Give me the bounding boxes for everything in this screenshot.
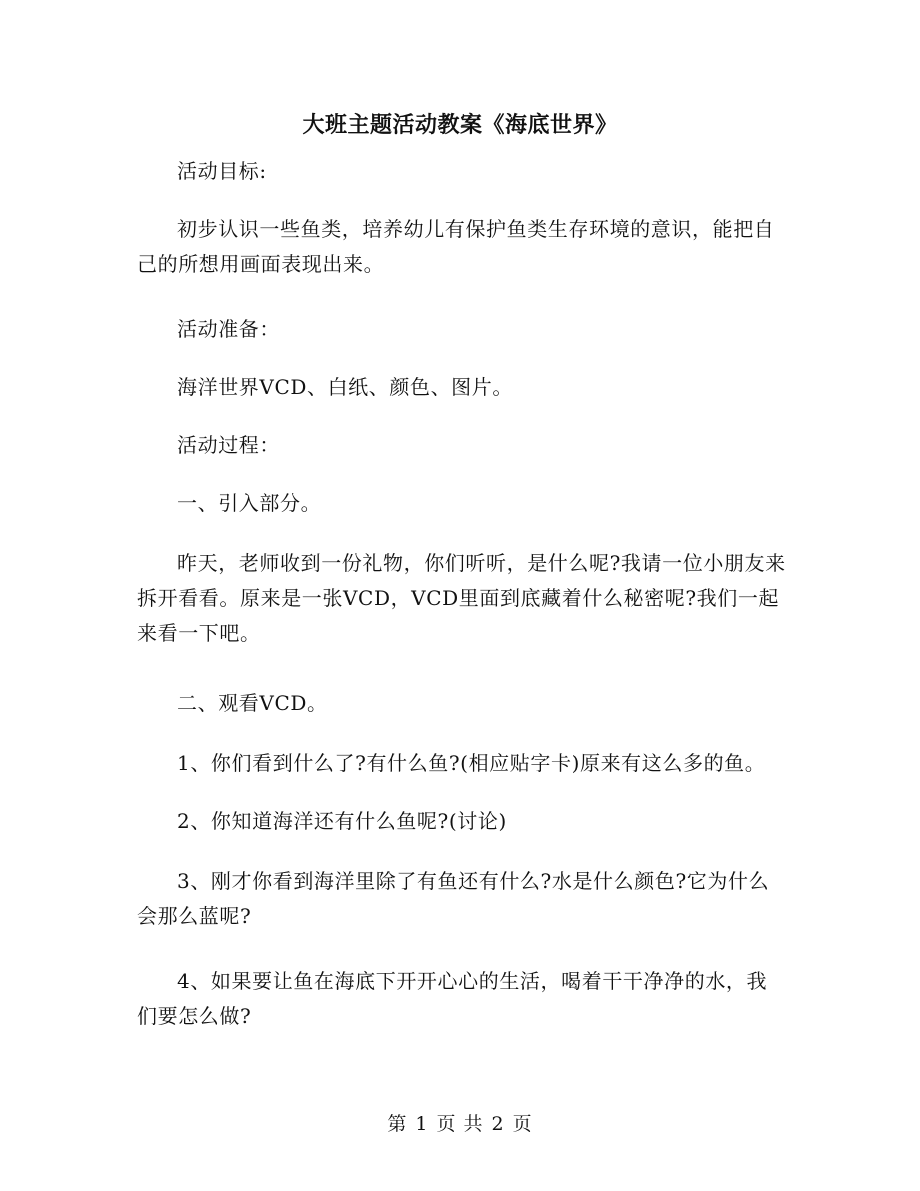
footer-middle: 页 共 — [436, 1113, 484, 1135]
footer-suffix: 页 — [512, 1113, 533, 1135]
paragraph-process-heading: 活动过程： — [177, 433, 280, 457]
footer-current-page: 1 — [415, 1113, 429, 1135]
paragraph-activity-goals-heading: 活动目标: — [177, 159, 267, 183]
document-title: 大班主题活动教案《海底世界》 — [302, 112, 618, 138]
paragraph-section-one-body: 昨天，老师收到一份礼物，你们听听，是什么呢?我请一位小朋友来拆开看看。原来是一张VCD，VCD里面到底藏着什么秘密呢?我们一起来看一下吧。 — [137, 551, 786, 645]
paragraph-section-one-heading: 一、引入部分。 — [177, 491, 322, 515]
footer-total-pages: 2 — [491, 1113, 505, 1135]
footer-prefix: 第 — [387, 1113, 408, 1135]
paragraph-question-4: 4、如果要让鱼在海底下开开心心的生活，喝着干干净净的水，我们要怎么做? — [137, 969, 768, 1028]
page-footer — [0, 1110, 920, 1138]
paragraph-activity-goals: 初步认识一些鱼类，培养幼儿有保护鱼类生存环境的意识，能把自己的所想用画面表现出来。 — [137, 217, 775, 276]
paragraph-question-2: 2、你知道海洋还有什么鱼呢?(讨论) — [177, 809, 507, 833]
paragraph-preparation-heading: 活动准备： — [177, 317, 280, 341]
paragraph-preparation: 海洋世界VCD、白纸、颜色、图片。 — [177, 375, 513, 399]
paragraph-question-1: 1、你们看到什么了?有什么鱼?(相应贴字卡)原来有这么多的鱼。 — [177, 751, 766, 775]
paragraph-section-two-heading: 二、观看VCD。 — [177, 691, 328, 715]
paragraph-question-3: 3、刚才你看到海洋里除了有鱼还有什么?水是什么颜色?它为什么会那么蓝呢? — [137, 869, 770, 928]
